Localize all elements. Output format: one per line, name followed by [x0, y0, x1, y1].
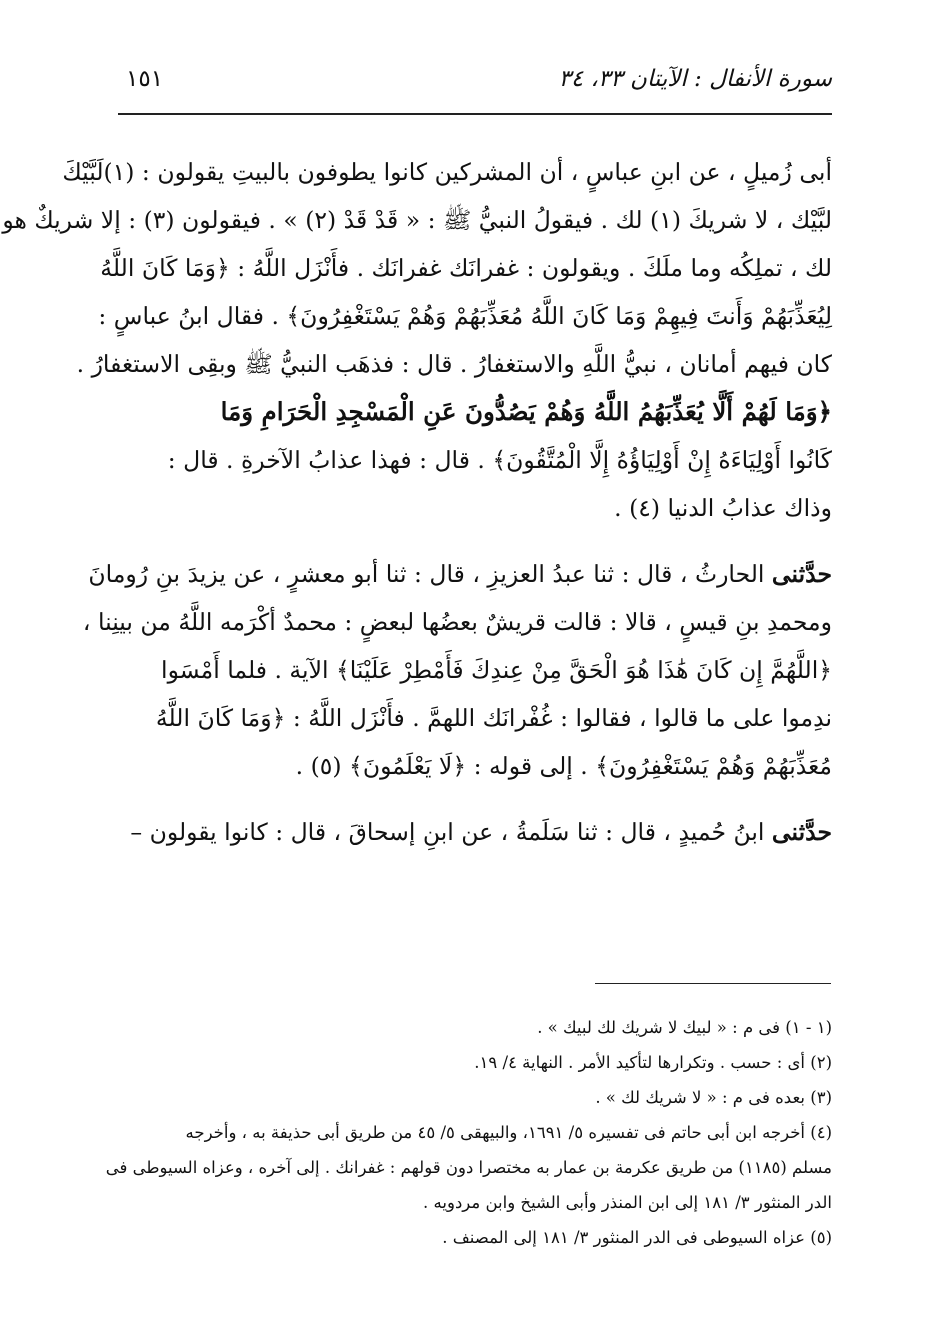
footnote-2: (٢) أى : حسب . وتكرارها لتأكيد الأمر . النهاية ٤/ ١٩. [474, 1053, 832, 1072]
footnote-4-cont: مسلم (١١٨٥) من طريق عكرمة بن عمار به مختصرا دون قولهم : غفرانك . إلى آخره ، وعزاه السيوطى فى [105, 1158, 832, 1177]
text-line: لِيُعَذِّبَهُمْ وَأَنتَ فِيهِمْ وَمَا كَانَ اللَّهُ مُعَذِّبَهُمْ وَهُمْ يَسْتَغْفِرُونَ﴾ . فقال ابنُ عباسٍ : [98, 302, 832, 330]
text-line: وذاك عذابُ الدنيا (٤) . [614, 494, 832, 522]
footnote-5: (٥) عزاه السيوطى فى الدر المنثور ٣/ ١٨١ إلى المصنف . [442, 1228, 832, 1247]
paragraph-2 [82, 550, 832, 790]
header-divider [118, 113, 832, 115]
quran-verse-line: ﴿وَمَا لَهُمْ أَلَّا يُعَذِّبَهُمُ اللَّهُ وَهُمْ يَصُدُّونَ عَنِ الْمَسْجِدِ الْحَرَامِ وَمَا [220, 397, 832, 426]
paragraph-3 [118, 808, 832, 856]
paragraph-gap [118, 532, 832, 550]
paragraph-1 [2, 148, 832, 532]
text-line: كَانُوا أَوْلِيَاءَهُ إِنْ أَوْلِيَاؤُهُ إِلَّا الْمُتَّقُونَ﴾ . قال : فهذا عذابُ الآخرةِ . قال : [167, 446, 832, 474]
text-line [88, 550, 832, 598]
paragraph-lead: حدَّثنى [771, 560, 832, 588]
footnote-4: (٤) أخرجه ابن أبى حاتم فى تفسيره ٥/ ١٦٩١، والبيهقى ٥/ ٤٥ من طريق أبى حذيفة به ، وأخرجه [185, 1123, 832, 1142]
footnote-3: (٣) بعده فى م : « لا شريك لك » . [595, 1088, 832, 1107]
text-line: لبَّيْك ، لا شريكَ (١) لك . فيقولُ النبيُّ ﷺ : « قَدْ قَدْ (٢) » . فيقولون (٣) : إلا شريكٌ هو [2, 206, 832, 234]
page-header [118, 62, 832, 106]
text-line: ومحمدِ بنِ قيسٍ ، قالا : قالت قريشٌ بعضُها لبعضٍ : محمدٌ أكْرَمه اللَّهُ من بينِنا ، [82, 608, 832, 636]
text-line: ﴿اللَّهُمَّ إِن كَانَ هَٰذَا هُوَ الْحَقَّ مِنْ عِندِكَ فَأَمْطِرْ عَلَيْنَا﴾ الآية . فلما أَمْسَوا [161, 656, 832, 684]
text-line: مُعَذِّبَهُمْ وَهُمْ يَسْتَغْفِرُونَ﴾ . إلى قوله : ﴿لَا يَعْلَمُونَ﴾ (٥) . [295, 752, 832, 780]
footnote-4-cont: الدر المنثور ٣/ ١٨١ إلى ابن المنذر وأبى الشيخ وابن مردويه . [423, 1193, 832, 1212]
footnotes [105, 1010, 832, 1255]
page-title: سورة الأنفال : الآيتان ٣٣، ٣٤ [558, 66, 832, 92]
main-text [2, 148, 832, 856]
footnote-1: (١ - ١) فى م : « لبيك لا شريك لك لبيك » . [537, 1018, 832, 1037]
text-line: أبى زُميلٍ ، عن ابنِ عباسٍ ، أن المشركين كانوا يطوفون بالبيتِ يقولون : (١)لَبَّيْكَ [62, 158, 832, 186]
text-segment: ابنُ حُميدٍ ، قال : ثنا سَلَمةُ ، عن ابنِ إسحاقَ ، قال : كانوا يقولون – [130, 818, 772, 846]
text-line: لك ، تملِكُه وما ملَكَ . ويقولون : غفرانَك غفرانَك . فأَنْزَل اللَّهُ : ﴿وَمَا كَانَ اللَّهُ [100, 254, 832, 282]
text-segment: الحارثُ ، قال : ثنا عبدُ العزيزِ ، قال : ثنا أبو معشرٍ ، عن يزيدَ بنِ رُومانَ [88, 560, 772, 588]
text-line: ندِموا على ما قالوا ، فقالوا : غُفْرانَك اللهمَّ . فأَنْزَل اللَّهُ : ﴿وَمَا كَانَ اللَّهُ [155, 704, 832, 732]
paragraph-lead: حدَّثنى [771, 818, 832, 846]
text-line [118, 808, 832, 856]
text-line: كان فيهم أمانان ، نبيُّ اللَّهِ والاستغفارُ . قال : فذهَب النبيُّ ﷺ وبقِى الاستغفارُ . [76, 350, 832, 378]
page-number: ١٥١ [126, 66, 164, 92]
footnote-divider [595, 983, 831, 984]
paragraph-gap [118, 790, 832, 808]
